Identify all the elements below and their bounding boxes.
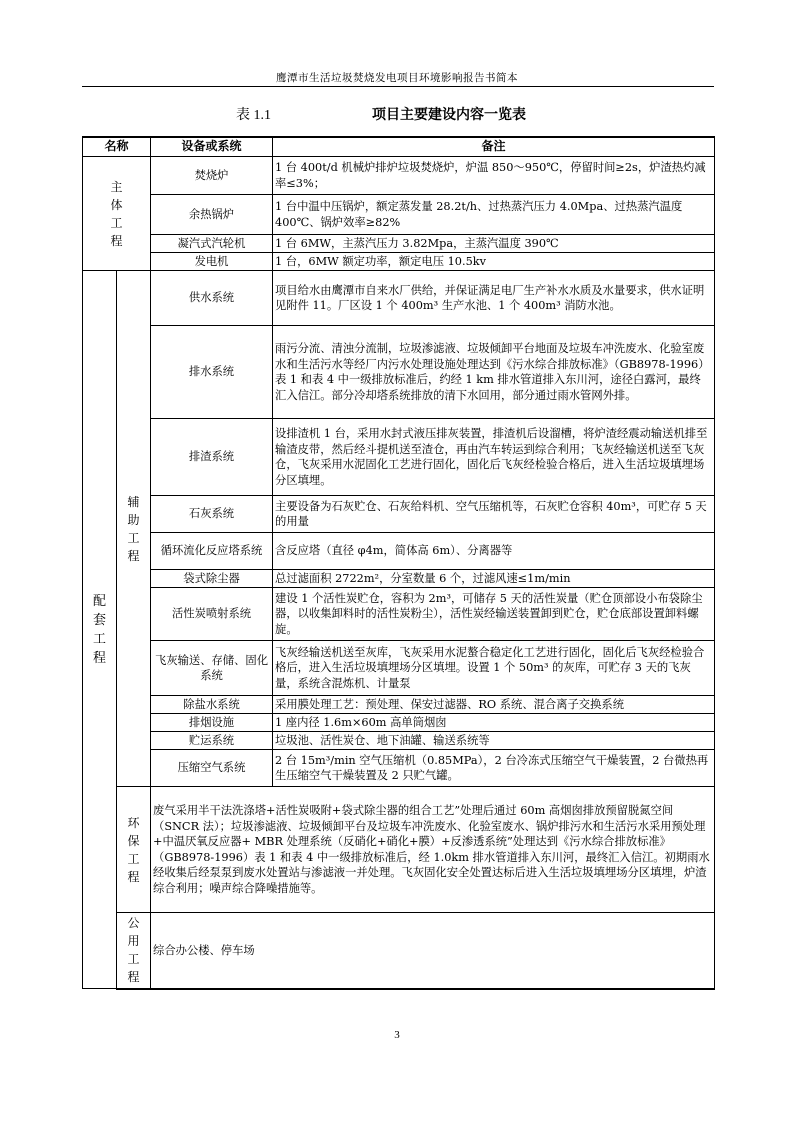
table-row — [83, 750, 715, 787]
system-cell: 压缩空气系统 — [151, 750, 273, 787]
note-cell: 主要设备为石灰贮仓、石灰给料机、空气压缩机等，石灰贮仓容积 40m³，可贮存 5 天的用量 — [273, 496, 715, 533]
group-main — [83, 157, 151, 271]
note-cell: 1 台中温中压锅炉，额定蒸发量 28.2t/h、过热蒸汽压力 4.0Mpa、过热蒸汽温度 400℃、锅炉效率≥82% — [273, 195, 715, 235]
system-cell: 石灰系统 — [151, 496, 273, 533]
group-aux — [117, 271, 151, 787]
running-header: 鹰潭市生活垃圾焚烧发电项目环境影响报告书简本 — [276, 72, 518, 84]
table-row — [83, 157, 715, 195]
table-caption — [82, 104, 714, 126]
table-row — [83, 533, 715, 570]
note-cell: 雨污分流、清浊分流制，垃圾渗滤液、垃圾倾卸平台地面及垃圾车冲洗废水、化验室废水和生活污水等经厂内污水处理设施处理达到《污水综合排放标准》（GB8978-1996）表 1 和表 4 中一级排放标准后，约经 1 km 排水管道排入东川河，途径白露河，最终汇入信江。部分冷却塔系统排放的清下水回用，部分通过雨水管网外排。 — [273, 326, 715, 419]
note-cell: 建设 1 个活性炭贮仓，容积为 2m³，可储存 5 天的活性炭量（贮仓顶部设小布袋除尘器，以收集卸料时的活性炭粉尘），活性炭经输送装置卸到贮仓，贮仓底部设置卸料螺旋。 — [273, 588, 715, 641]
note-cell: 项目给水由鹰潭市自来水厂供给，并保证满足电厂生产补水水质及水量要求，供水证明见附件 11。厂区设 1 个 400m³ 生产水池、1 个 400m³ 消防水池。 — [273, 271, 715, 326]
table-row — [83, 195, 715, 235]
group-public-label: 公用工程 — [127, 916, 140, 985]
table-row-public — [83, 913, 715, 989]
page-number: 3 — [394, 1029, 400, 1041]
system-cell: 袋式除尘器 — [151, 570, 273, 588]
group-public — [117, 913, 151, 989]
header-name: 名称 — [83, 137, 151, 157]
group-env-label: 环保工程 — [127, 815, 140, 884]
table-row — [83, 641, 715, 696]
table-number: 表 1.1 — [236, 108, 271, 123]
system-cell: 排渣系统 — [151, 419, 273, 496]
public-note-cell: 综合办公楼、停车场 — [151, 913, 715, 989]
note-cell: 总过滤面积 2722m²，分室数量 6 个，过滤风速≤1m/min — [273, 570, 715, 588]
system-cell: 除盐水系统 — [151, 696, 273, 714]
note-cell: 飞灰经输送机送至灰库，飞灰采用水泥螯合稳定化工艺进行固化，固化后飞灰经检验合格后，进入生活垃圾填埋场分区填埋。设置 1 个 50m³ 的灰库，可贮存 3 天的飞灰量，系统含混炼机、计量泵 — [273, 641, 715, 696]
table-row — [83, 419, 715, 496]
table-row — [83, 326, 715, 419]
system-cell: 飞灰输送、存储、固化系统 — [151, 641, 273, 696]
note-cell: 2 台 15m³/min 空气压缩机（0.85MPa），2 台冷冻式压缩空气干燥装置，2 台微热再生压缩空气干燥装置及 2 只贮气罐。 — [273, 750, 715, 787]
group-main-label: 主体工程 — [110, 179, 123, 248]
note-cell: 1 台，6MW 额定功率，额定电压 10.5kv — [273, 253, 715, 271]
system-cell: 供水系统 — [151, 271, 273, 326]
note-cell: 1 座内径 1.6m×60m 高单筒烟囱 — [273, 714, 715, 732]
note-cell: 设排渣机 1 台，采用水封式液压排灰装置，排渣机后设溜槽，将炉渣经震动输送机排至输渣皮带，然后经斗提机送至渣仓，再由汽车转运到综合利用；飞灰经输送机送至飞灰仓，飞灰采用水泥固化工艺进行固化，固化后飞灰经检验合格后，进入生活垃圾填埋场分区填埋。 — [273, 419, 715, 496]
system-cell: 凝汽式汽轮机 — [151, 235, 273, 253]
note-cell: 垃圾池、活性炭仓、地下油罐、输送系统等 — [273, 732, 715, 750]
system-cell: 焚烧炉 — [151, 157, 273, 195]
header-note: 备注 — [273, 137, 715, 157]
note-cell: 1 台 400t/d 机械炉排炉垃圾焚烧炉，炉温 850～950℃，停留时间≥2s，炉渣热灼减率≤3%； — [273, 157, 715, 195]
system-cell: 排水系统 — [151, 326, 273, 419]
note-cell: 1 台 6MW，主蒸汽压力 3.82Mpa，主蒸汽温度 390℃ — [273, 235, 715, 253]
system-cell: 循环流化反应塔系统 — [151, 533, 273, 570]
system-cell: 排烟设施 — [151, 714, 273, 732]
group-aux-label: 辅助工程 — [127, 494, 140, 563]
group-support-label: 配套工程 — [92, 593, 106, 666]
table-row — [83, 732, 715, 750]
group-support — [83, 271, 117, 989]
table-row — [83, 696, 715, 714]
system-cell: 余热锅炉 — [151, 195, 273, 235]
table-title: 项目主要建设内容一览表 — [372, 107, 526, 123]
table-row — [83, 271, 715, 326]
table-row — [83, 714, 715, 732]
system-cell: 活性炭喷射系统 — [151, 588, 273, 641]
table-row — [83, 588, 715, 641]
header-rule — [82, 86, 714, 87]
table-header-row — [83, 137, 715, 157]
table-row — [83, 235, 715, 253]
system-cell: 贮运系统 — [151, 732, 273, 750]
note-cell: 采用膜处理工艺：预处理、保安过滤器、RO 系统、混合离子交换系统 — [273, 696, 715, 714]
group-env — [117, 787, 151, 913]
table-row — [83, 570, 715, 588]
construction-content-table — [82, 136, 715, 990]
table-row — [83, 253, 715, 271]
env-note-cell: 废气采用半干法洗涤塔+活性炭吸附+袋式除尘器的组合工艺”处理后通过 60m 高烟囱排放预留脱氮空间（SNCR 法）；垃圾渗滤液、垃圾倾卸平台及垃圾车冲洗废水、化验室废水、锅炉排污水和生活污水采用预处理+中温厌氧反应器+ MBR 处理系统（反硝化+硝化+膜）+反渗透系统”处理达到《污水综合排放标准》（GB8978-1996）表 1 和表 4 中一级排放标准后，经 1.0km 排水管道排入东川河，最终汇入信江。初期雨水经收集后经泵泵到废水处置站与渗滤液一并处理。飞灰固化安全处置达标后进入生活垃圾填埋场分区填埋，炉渣综合利用；噪声综合降噪措施等。 — [151, 787, 715, 913]
note-cell: 含反应塔（直径 φ4m，简体高 6m）、分离器等 — [273, 533, 715, 570]
table-row — [83, 496, 715, 533]
header-system: 设备或系统 — [151, 137, 273, 157]
system-cell: 发电机 — [151, 253, 273, 271]
table-row-env — [83, 787, 715, 913]
